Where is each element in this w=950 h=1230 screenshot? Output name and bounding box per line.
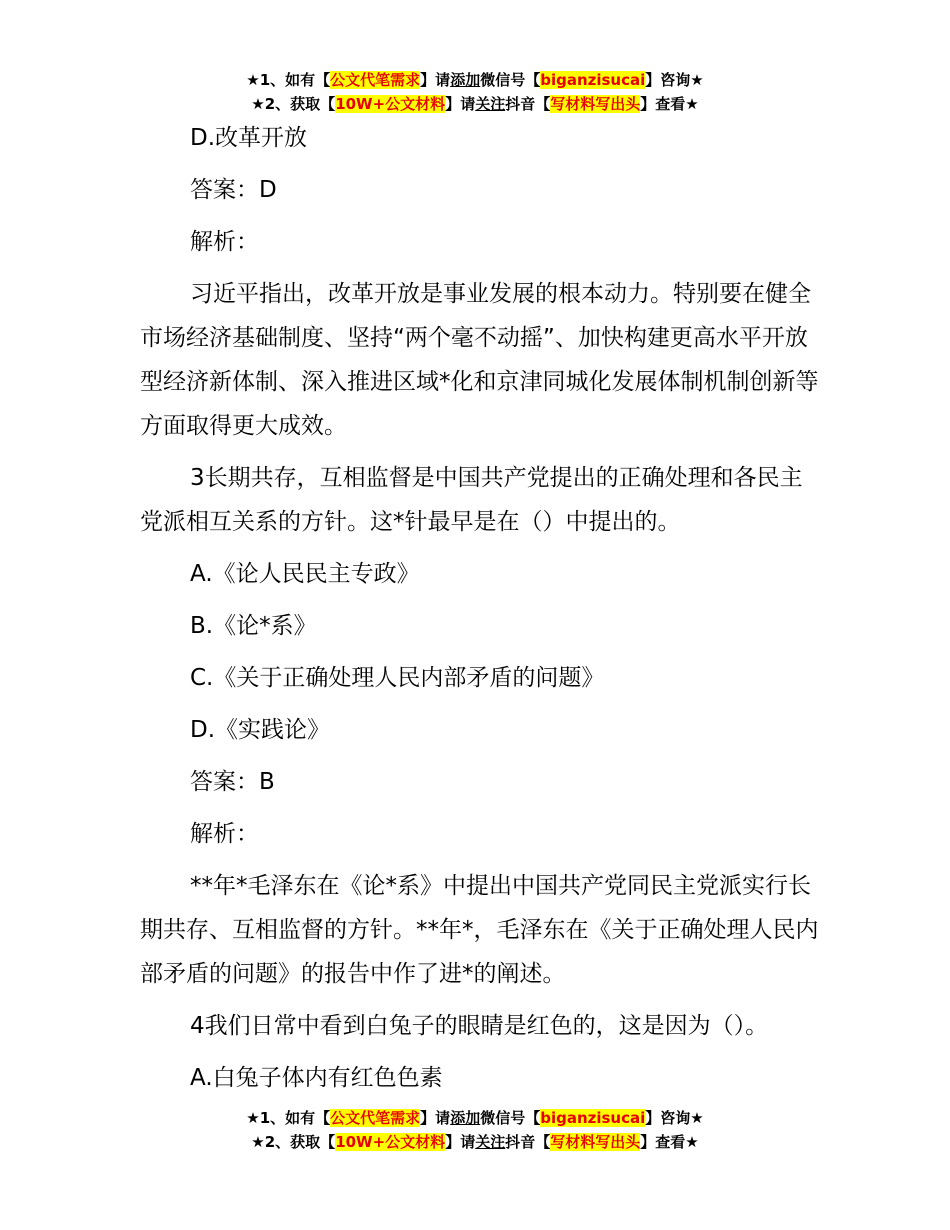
banner-text: ★1、如有【 — [246, 1109, 331, 1127]
banner-text: 】咨询★ — [645, 1109, 704, 1127]
option-d: D.《实践论》 — [190, 717, 331, 743]
banner-line-1 — [0, 68, 950, 92]
banner-text: ★1、如有【 — [246, 71, 331, 89]
banner-line-2 — [0, 1130, 950, 1154]
banner-highlight: 公文代笔需求 — [330, 1109, 421, 1127]
banner-highlight: 10W+公文材料 — [335, 95, 446, 113]
banner-text: ★2、获取【 — [251, 1133, 336, 1151]
analysis-paragraph: **年*毛泽东在《论*系》中提出中国共产党同民主党派实行长期共存、互相监督的方针。**年*，毛泽东在《关于正确处理人民内部矛盾的问题》的报告中作了进*的阐述。 — [140, 873, 819, 987]
banner-text: 】查看★ — [640, 1133, 699, 1151]
option-c: C.《关于正确处理人民内部矛盾的问题》 — [190, 665, 605, 691]
banner-underline: 关注 — [475, 1133, 506, 1151]
question-4: 4我们日常中看到白兔子的眼睛是红色的，这是因为（）。 — [190, 1013, 769, 1039]
banner-text: 】请 — [445, 95, 476, 113]
banner-underline: 添加 — [450, 71, 481, 89]
analysis-paragraph: 习近平指出，改革开放是事业发展的根本动力。特别要在健全市场经济基础制度、坚持“两个毫不动摇”、加快构建更高水平开放型经济新体制、深入推进区域*化和京津同城化发展体制机制创新等方面取得更大成效。 — [140, 281, 819, 439]
question-3: 3长期共存，互相监督是中国共产党提出的正确处理和各民主党派相互关系的方针。这*针最早是在（）中提出的。 — [140, 465, 803, 535]
option-a: A.《论人民民主专政》 — [190, 561, 420, 587]
answer: 答案：D — [190, 177, 277, 203]
banner-text: ★2、获取【 — [251, 95, 336, 113]
document-body — [140, 116, 820, 1100]
analysis-label: 解析： — [190, 821, 259, 847]
banner-text: 微信号【 — [480, 71, 541, 89]
banner-highlight: 公文代笔需求 — [330, 71, 421, 89]
banner-underline: 关注 — [475, 95, 506, 113]
banner-text: 】查看★ — [640, 95, 699, 113]
banner-text: 】请 — [420, 1109, 451, 1127]
banner-text: 】请 — [420, 71, 451, 89]
banner-text: 微信号【 — [480, 1109, 541, 1127]
option-b: B.《论*系》 — [190, 613, 317, 639]
option-d: D.改革开放 — [190, 125, 308, 151]
banner-underline: 添加 — [450, 1109, 481, 1127]
banner-highlight: 10W+公文材料 — [335, 1133, 446, 1151]
analysis-label: 解析： — [190, 229, 259, 255]
banner-line-2 — [0, 92, 950, 116]
banner-highlight: 写材料写出头 — [550, 1133, 641, 1151]
banner-text: 抖音【 — [505, 95, 551, 113]
banner-text: 】请 — [445, 1133, 476, 1151]
banner-highlight: biganzisucai — [540, 1109, 646, 1127]
header-banner — [0, 68, 950, 116]
banner-highlight: 写材料写出头 — [550, 95, 641, 113]
footer-banner — [0, 1106, 950, 1154]
answer: 答案：B — [190, 769, 275, 795]
banner-text: 抖音【 — [505, 1133, 551, 1151]
banner-text: 】咨询★ — [645, 71, 704, 89]
banner-highlight: biganzisucai — [540, 71, 646, 89]
banner-line-1 — [0, 1106, 950, 1130]
option-a: A.白兔子体内有红色色素 — [190, 1065, 443, 1091]
